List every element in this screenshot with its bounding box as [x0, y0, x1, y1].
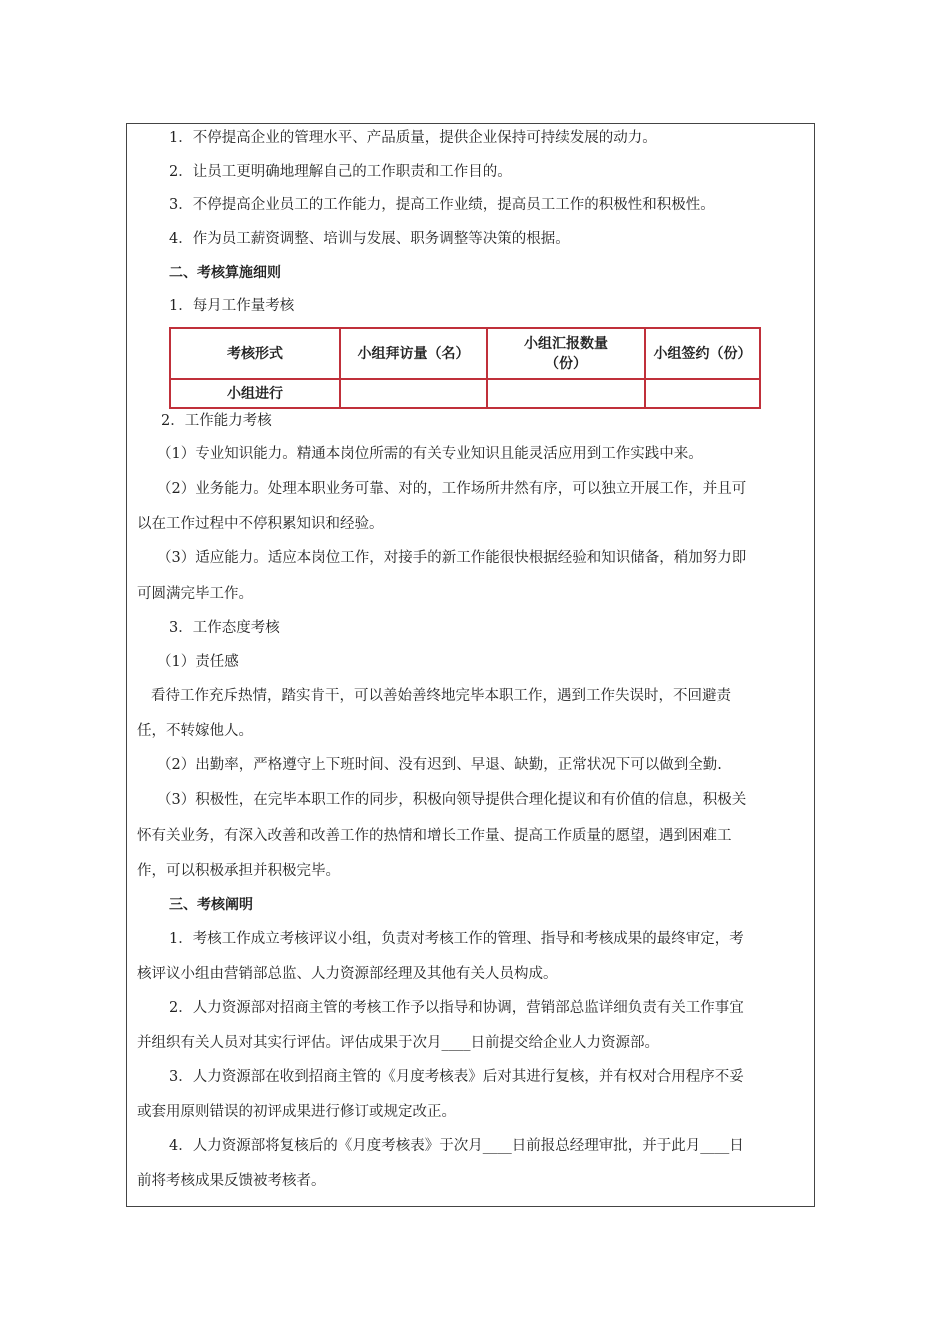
paragraph: 可圆满完毕工作。: [137, 586, 253, 602]
subheading: 2．工作能力考核: [161, 413, 272, 429]
table-cell: [340, 379, 487, 408]
document-body: [127, 124, 814, 1206]
paragraph: 2．人力资源部对招商主管的考核工作予以指导和协调，营销部总监详细负责有关工作事宜: [169, 1000, 744, 1016]
section-heading: 二、考核算施细则: [169, 265, 281, 281]
paragraph: 1．考核工作成立考核评议小组，负责对考核工作的管理、指导和考核成果的最终审定，考: [169, 931, 744, 947]
paragraph: 核评议小组由营销部总监、人力资源部经理及其他有关人员构成。: [137, 966, 558, 982]
subheading: 3．工作态度考核: [169, 620, 280, 636]
workload-table: [169, 327, 761, 409]
paragraph: 看待工作充斥热情，踏实肯干，可以善始善终地完毕本职工作，遇到工作失误时，不回避责: [151, 688, 731, 704]
table-header-cell: 考核形式: [170, 328, 340, 379]
paragraph: 或套用原则错误的初评成果进行修订或规定改正。: [137, 1104, 456, 1120]
paragraph: 2．让员工更明确地理解自己的工作职责和工作目的。: [169, 164, 512, 180]
table-header-row: [170, 328, 760, 379]
paragraph: （3）积极性，在完毕本职工作的同步，积极向领导提供合理化提议和有价值的信息，积极关: [157, 792, 747, 808]
paragraph: （1）责任感: [157, 654, 239, 670]
paragraph: （2）出勤率，严格遵守上下班时间、没有迟到、早退、缺勤，正常状况下可以做到全勤.: [157, 757, 722, 773]
paragraph: 3．人力资源部在收到招商主管的《月度考核表》后对其进行复核，并有权对合用程序不妥: [169, 1069, 744, 1085]
paragraph: 并组织有关人员对其实行评估。评估成果于次月____日前提交给企业人力资源部。: [137, 1035, 659, 1051]
table-row: [170, 379, 760, 408]
paragraph: 4．人力资源部将复核后的《月度考核表》于次月____日前报总经理审批，并于此月____日: [169, 1138, 744, 1154]
table-header-cell: 小组签约（份）: [645, 328, 760, 379]
table-cell: [487, 379, 645, 408]
paragraph: （3）适应能力。适应本岗位工作，对接手的新工作能很快根据经验和知识储备，稍加努力即: [157, 550, 747, 566]
section-heading: 三、考核阐明: [169, 897, 253, 913]
paragraph: 前将考核成果反馈被考核者。: [137, 1173, 326, 1189]
paragraph: 1．不停提高企业的管理水平、产品质量，提供企业保持可持续发展的动力。: [169, 130, 657, 146]
table-cell: [645, 379, 760, 408]
document-frame: [126, 123, 815, 1207]
paragraph: 以在工作过程中不停积累知识和经验。: [137, 516, 384, 532]
table-cell: 小组进行: [170, 379, 340, 408]
paragraph: 任，不转嫁他人。: [137, 723, 253, 739]
table-header-cell: 小组汇报数量（份）: [487, 328, 645, 379]
paragraph: 3．不停提高企业员工的工作能力，提高工作业绩，提高员工工作的积极性和积极性。: [169, 197, 715, 213]
paragraph: 4．作为员工薪资调整、培训与发展、职务调整等决策的根据。: [169, 231, 570, 247]
subheading: 1．每月工作量考核: [169, 298, 295, 314]
table-header-cell: 小组拜访量（名）: [340, 328, 487, 379]
paragraph: 作，可以积极承担并积极完毕。: [137, 863, 340, 879]
paragraph: （2）业务能力。处理本职业务可靠、对的，工作场所井然有序，可以独立开展工作，并且可: [157, 481, 747, 497]
paragraph: 怀有关业务，有深入改善和改善工作的热情和增长工作量、提高工作质量的愿望，遇到困难工: [137, 828, 732, 844]
paragraph: （1）专业知识能力。精通本岗位所需的有关专业知识且能灵活应用到工作实践中来。: [157, 446, 703, 462]
